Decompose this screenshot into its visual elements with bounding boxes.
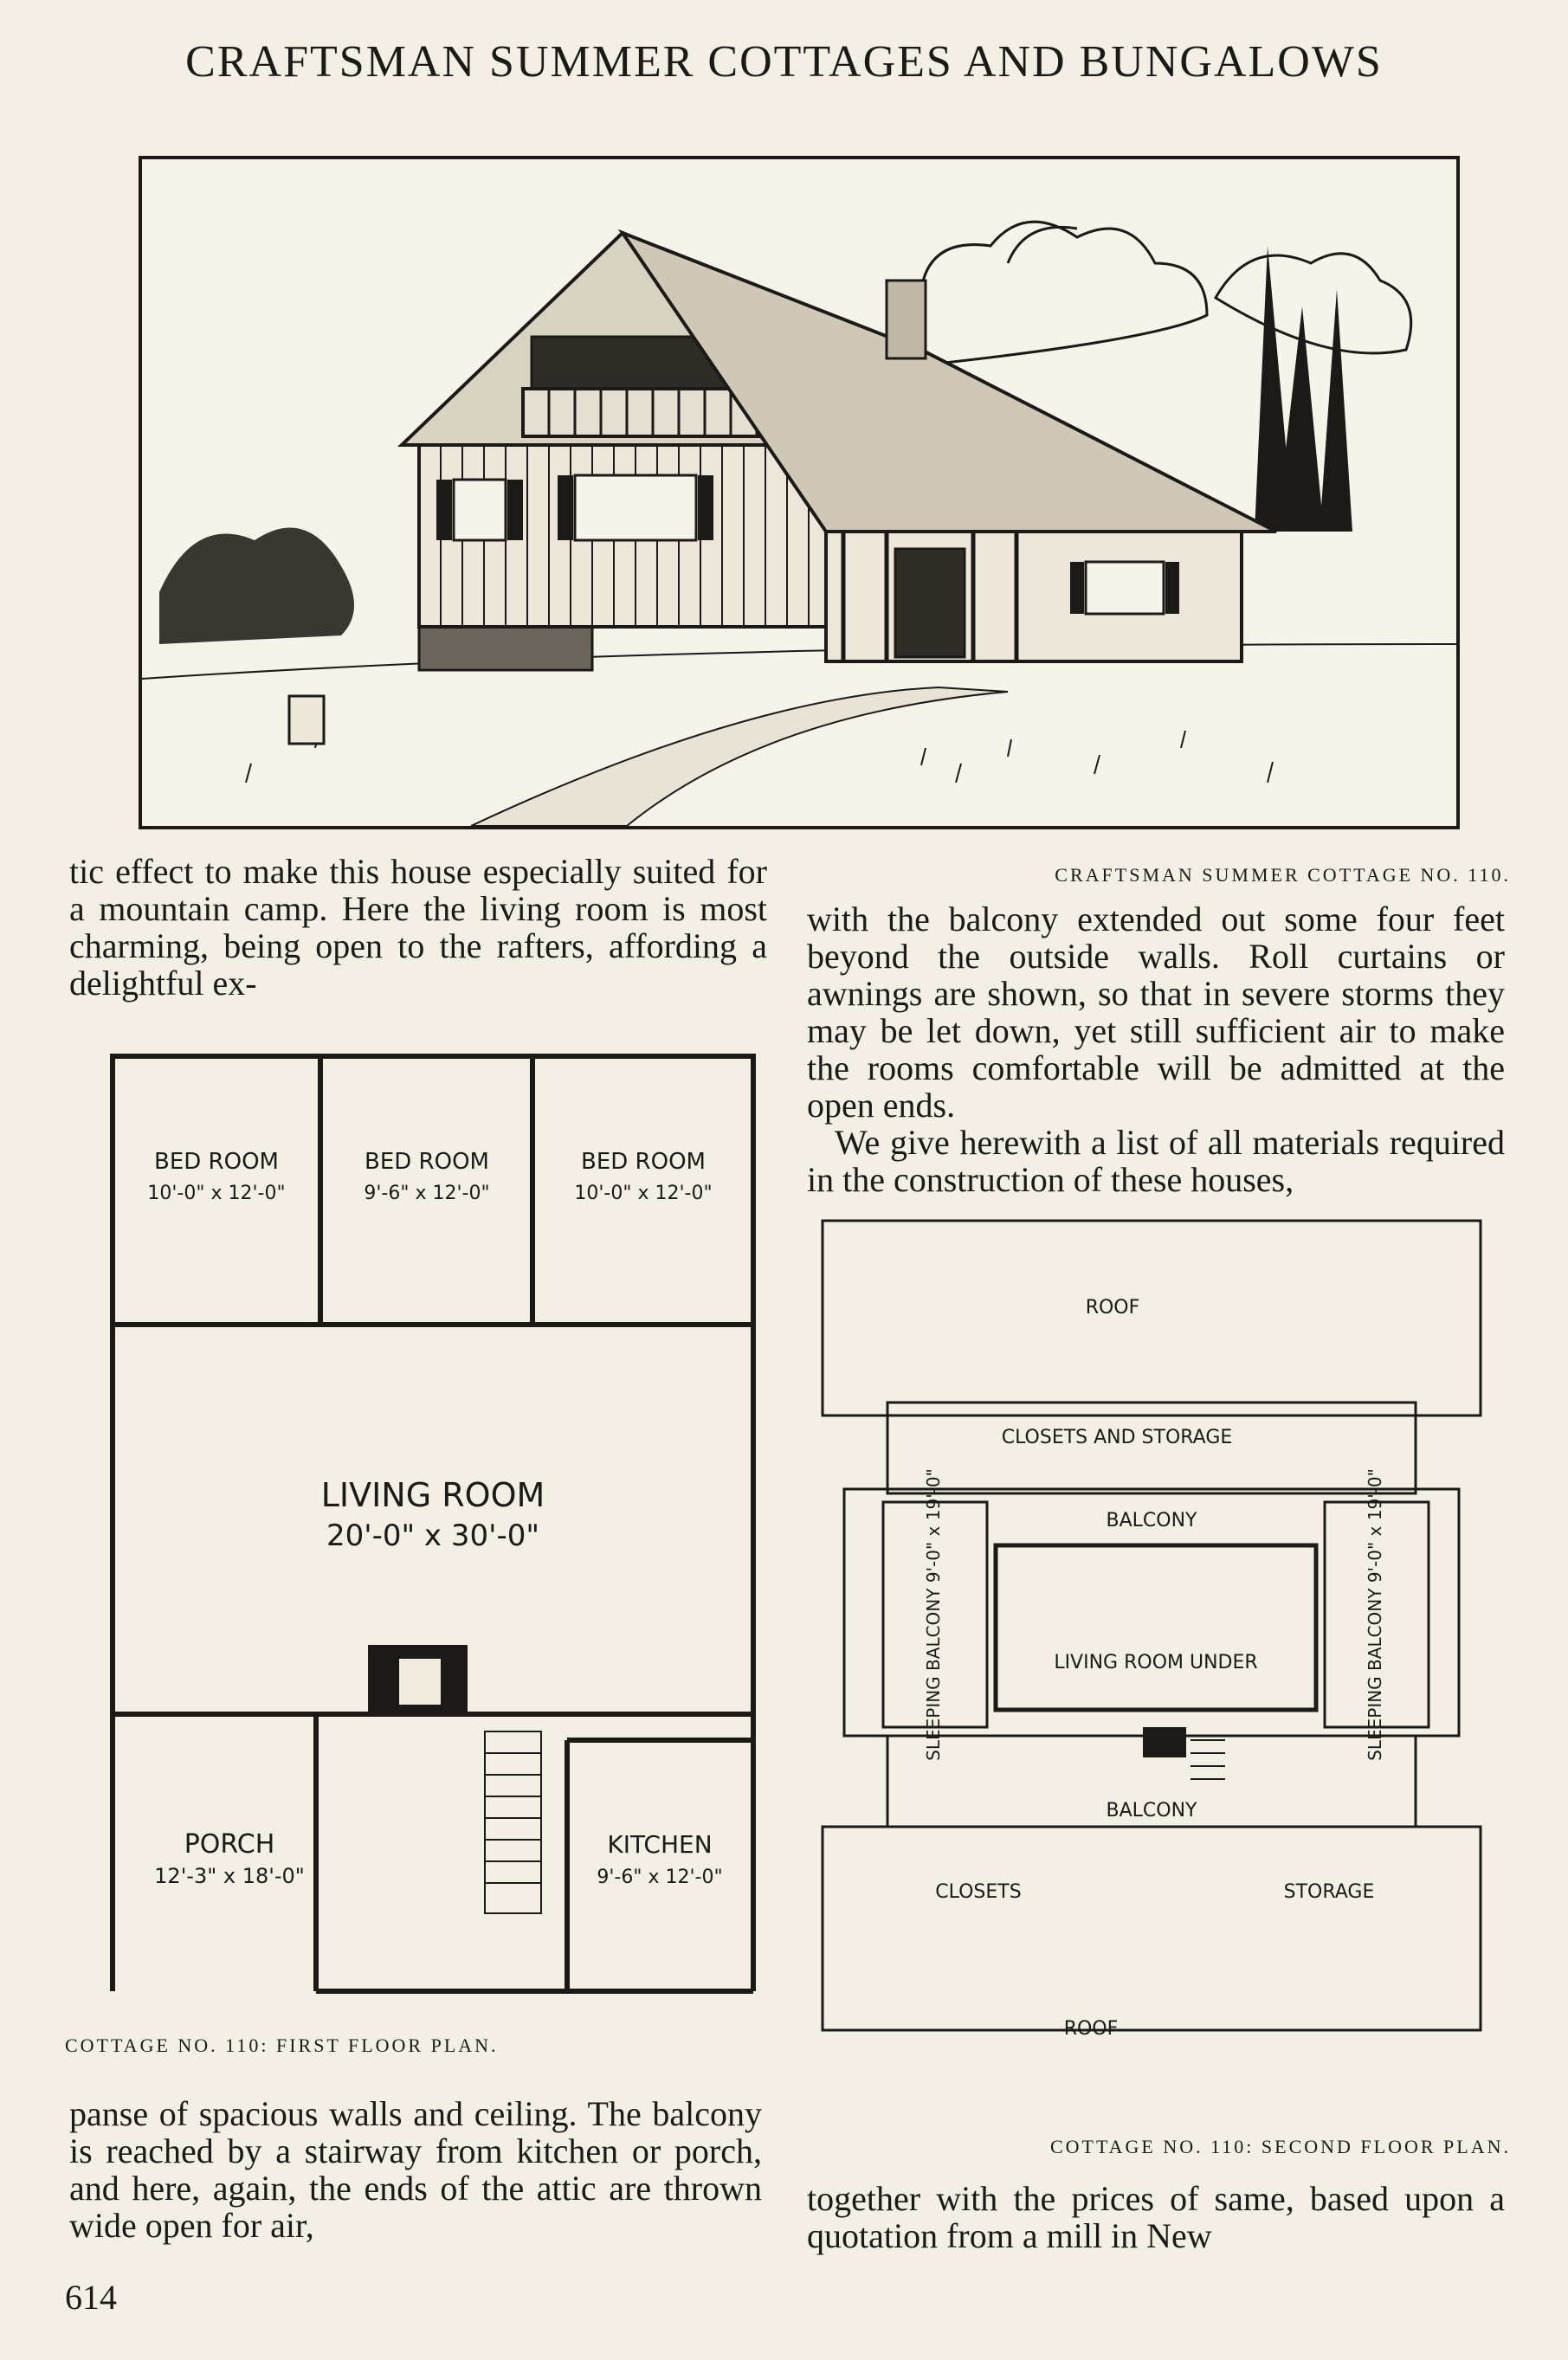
balcony-top-label: BALCONY [1106, 1510, 1197, 1531]
first-floor-caption: COTTAGE NO. 110: FIRST FLOOR PLAN. [65, 2034, 499, 2056]
sleeping-balcony-left-label: SLEEPING BALCONY 9'-0" x 19'-0" [923, 1468, 944, 1761]
living-room-under-label: LIVING ROOM UNDER [1054, 1652, 1258, 1673]
bed-room-3-size: 10'-0" x 12'-0" [574, 1183, 713, 1204]
kitchen-label: KITCHEN [607, 1830, 713, 1859]
paragraph-right-top-1: with the balcony extended out some four feet beyond the outside walls. Roll curtains or awnings are shown, so that in severe storms they may be let down, yet still sufficient air to make the rooms comfortable will be admitted at the open ends. [807, 900, 1505, 1125]
cottage-drawing [142, 159, 1456, 826]
bed-room-3-label: BED ROOM [581, 1149, 706, 1175]
bed-room-1-size: 10'-0" x 12'-0" [147, 1183, 286, 1204]
cottage-illustration [139, 156, 1460, 829]
paragraph-right-top-2: We give herewith a list of all materials required in the construction of these houses, [807, 1123, 1505, 1199]
kitchen-size: 9'-6" x 12'-0" [597, 1867, 723, 1888]
page-number: 614 [65, 2278, 117, 2317]
closets-storage-label: CLOSETS AND STORAGE [1001, 1427, 1233, 1448]
first-floor-plan [100, 1039, 766, 2017]
second-floor-caption: COTTAGE NO. 110: SECOND FLOOR PLAN. [1049, 2136, 1511, 2157]
running-head: CRAFTSMAN SUMMER COTTAGES AND BUNGALOWS [185, 37, 1383, 87]
closets-label: CLOSETS [935, 1881, 1022, 1903]
roof-top-label: ROOF [1085, 1297, 1140, 1319]
paragraph-left-bottom: panse of spacious walls and ceiling. The balcony is reached by a stairway from kitchen or porch, and here, again, the ends of the attic are thrown wide open for air, [69, 2094, 762, 2245]
second-floor-plan [818, 1208, 1511, 2143]
living-room-label: LIVING ROOM [320, 1476, 545, 1514]
bed-room-2-size: 9'-6" x 12'-0" [364, 1183, 490, 1204]
porch-label: PORCH [184, 1829, 275, 1860]
paragraph-left-top: tic effect to make this house especially suited for a mountain camp. Here the living room is most charming, being open to the rafters, affording a delightful ex- [69, 852, 767, 1003]
living-room-size: 20'-0" x 30'-0" [326, 1519, 540, 1553]
roof-bottom-label: ROOF [1063, 2018, 1119, 2040]
illustration-caption: CRAFTSMAN SUMMER COTTAGE NO. 110. [1055, 864, 1511, 886]
balcony-bottom-label: BALCONY [1106, 1800, 1197, 1822]
porch-size: 12'-3" x 18'-0" [154, 1864, 305, 1888]
paragraph-right-bottom: together with the prices of same, based upon a quotation from a mill in New [807, 2179, 1505, 2255]
storage-label: STORAGE [1283, 1881, 1375, 1903]
sleeping-balcony-right-label: SLEEPING BALCONY 9'-0" x 19'-0" [1365, 1468, 1385, 1761]
bed-room-2-label: BED ROOM [365, 1149, 489, 1175]
bed-room-1-label: BED ROOM [154, 1149, 279, 1175]
